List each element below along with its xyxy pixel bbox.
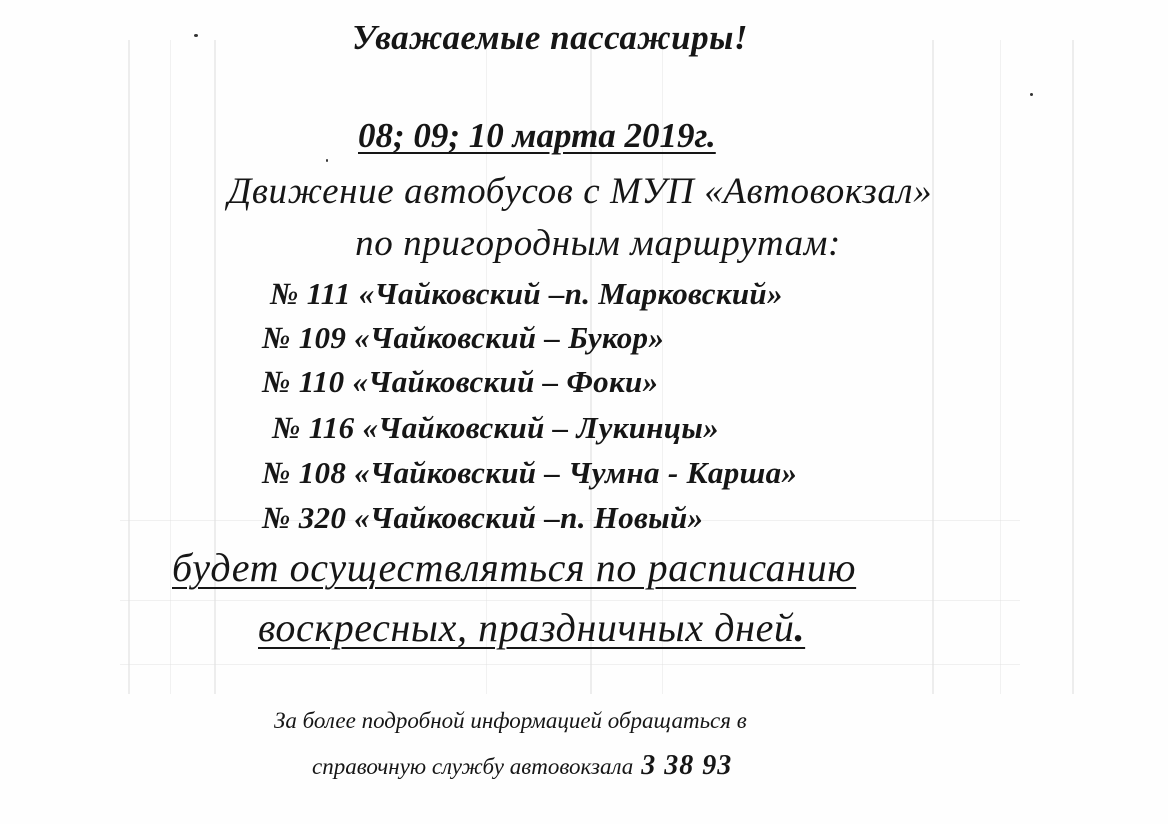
scan-speck bbox=[194, 34, 198, 37]
bleed-through-mark bbox=[214, 40, 216, 694]
outcome-line-2 bbox=[258, 604, 805, 651]
bleed-through-mark bbox=[1000, 40, 1001, 694]
outcome-line-1: будет осуществляться по расписанию bbox=[172, 545, 857, 590]
intro-line-1: Движение автобусов с МУП «Автовокзал» bbox=[227, 171, 933, 212]
bleed-through-mark bbox=[170, 40, 171, 694]
route-item: № 109 «Чайковский – Букор» bbox=[262, 320, 665, 355]
phone-number: 3 38 93 bbox=[641, 750, 733, 781]
bleed-through-mark bbox=[1072, 40, 1074, 694]
outcome-text: воскресных, праздничных дней bbox=[258, 605, 795, 650]
footer-text: справочную службу автовокзала bbox=[312, 754, 634, 779]
route-item: № 320 «Чайковский –п. Новый» bbox=[262, 500, 704, 535]
scan-speck bbox=[326, 159, 328, 162]
bleed-through-mark bbox=[932, 40, 934, 694]
intro-line-2: по пригородным маршрутам: bbox=[355, 223, 841, 264]
bleed-through-mark bbox=[120, 664, 1020, 665]
outcome-period: . bbox=[794, 605, 806, 650]
notice-heading: Уважаемые пассажиры! bbox=[352, 18, 749, 57]
bleed-through-mark bbox=[128, 40, 130, 694]
route-item: № 108 «Чайковский – Чумна - Карша» bbox=[262, 455, 798, 490]
route-item: № 116 «Чайковский – Лукинцы» bbox=[272, 410, 719, 445]
notice-date: 08; 09; 10 марта 2019г. bbox=[358, 116, 716, 155]
scan-speck bbox=[1030, 93, 1033, 96]
route-item: № 110 «Чайковский – Фоки» bbox=[262, 364, 659, 399]
footer-line-1: За более подробной информацией обращаться в bbox=[274, 708, 747, 733]
route-item: № 111 «Чайковский –п. Марковский» bbox=[270, 276, 783, 311]
footer-line-2 bbox=[312, 750, 732, 782]
bleed-through-mark bbox=[120, 600, 1020, 601]
